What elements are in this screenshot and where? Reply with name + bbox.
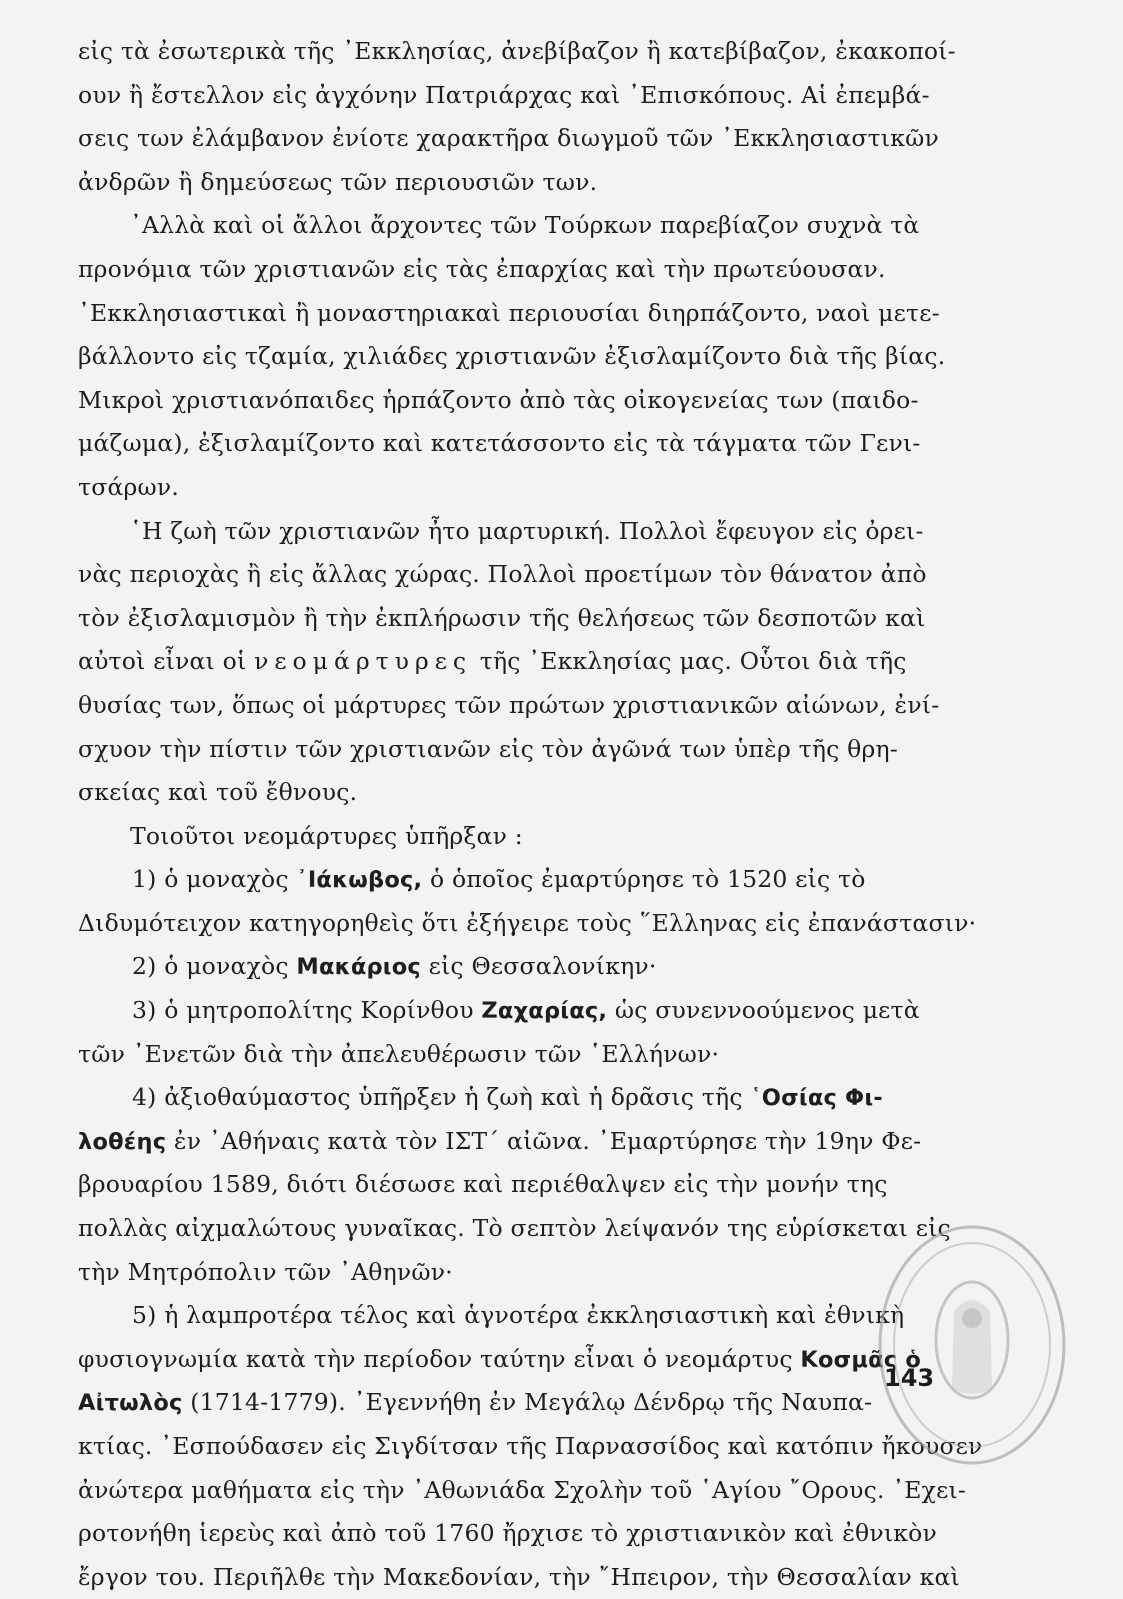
text-line: σχυον τὴν πίστιν τῶν χριστιανῶν εἰς τὸν ἀγῶνά των ὑπὲρ τῆς θρη-	[78, 734, 898, 763]
text-line: εἰς τὰ ἐσωτερικὰ τῆς ᾿Εκκλησίας, ἀνεβίβαζον ἢ κατεβίβαζον, ἐκακοποί-	[78, 37, 956, 65]
text-line: ἀνώτερα μαθήματα εἰς τὴν ᾿Αθωνιάδα Σχολὴν τοῦ ῾Αγίου ῎Ορους. ᾿Εχει-	[78, 1475, 967, 1504]
bold-name: ῾Οσίας Φι-	[750, 1085, 883, 1112]
text-line: βρουαρίου 1589, διότι διέσωσε καὶ περιέθαλψεν εἰς τὴν μονήν της	[78, 1170, 888, 1199]
text-line: βάλλοντο εἰς τζαμία, χιλιάδες χριστιανῶν ἐξισλαμίζοντο διὰ τῆς βίας.	[78, 342, 946, 371]
bold-name: ᾿Ιάκωβος,	[296, 867, 423, 894]
body-text	[78, 30, 983, 1599]
text-line: 5) ἡ λαμπροτέρα τέλος καὶ ἁγνοτέρα ἐκκλησιαστικὴ καὶ ἐθνικὴ	[132, 1301, 905, 1330]
bold-name: Ζαχαρίας,	[481, 998, 608, 1025]
text-line: ᾿Αλλὰ καὶ οἱ ἄλλοι ἄρχοντες τῶν Τούρκων παρεβίαζον συχνὰ τὰ	[130, 211, 920, 240]
text-line: ἔργον του. Περιῆλθε τὴν Μακεδονίαν, τὴν ῎Ηπειρον, τὴν Θεσσαλίαν καὶ	[78, 1562, 960, 1591]
bold-name: Μακάριος	[296, 954, 421, 981]
text-line: Τοιοῦτοι νεομάρτυρες ὑπῆρξαν :	[130, 821, 523, 850]
text-line: αὐτοὶ εἶναι οἱ νεομάρτυρες τῆς ᾿Εκκλησίας μας. Οὗτοι διὰ τῆς	[78, 647, 907, 676]
text-line: νὰς περιοχὰς ἢ εἰς ἄλλας χώρας. Πολλοὶ προετίμων τὸν θάνατον ἀπὸ	[78, 560, 927, 589]
text-line: τὴν Μητρόπολιν τῶν ᾿Αθηνῶν·	[78, 1257, 453, 1286]
text-line: φυσιογνωμία κατὰ τὴν περίοδον ταύτην εἶναι ὁ νεομάρτυς Κοσμᾶς ὁ	[78, 1344, 922, 1373]
text-line: Διδυμότειχον κατηγορηθεὶς ὅτι ἐξήγειρε τοὺς ῞Ελληνας εἰς ἐπανάστασιν·	[78, 908, 977, 937]
text-line: μάζωμα), ἐξισλαμίζοντο καὶ κατετάσσοντο εἰς τὰ τάγματα τῶν Γενι-	[78, 429, 921, 458]
text-line: σεις των ἐλάμβανον ἐνίοτε χαρακτῆρα διωγμοῦ τῶν ᾿Εκκλησιαστικῶν	[78, 124, 939, 153]
text-line: ῾Η ζωὴ τῶν χριστιανῶν ἦτο μαρτυρική. Πολλοὶ ἔφευγον εἰς ὀρει-	[130, 516, 924, 545]
page-number: 143	[884, 1364, 935, 1392]
text-line: Μικροὶ χριστιανόπαιδες ἡρπάζοντο ἀπὸ τὰς οἰκογενείας των (παιδο-	[78, 385, 919, 414]
text-line: ᾿Εκκλησιαστικαὶ ἢ μοναστηριακαὶ περιουσίαι διηρπάζοντο, ναοὶ μετε-	[78, 298, 940, 327]
text-line: ἀνδρῶν ἢ δημεύσεως τῶν περιουσιῶν των.	[78, 167, 598, 196]
text-line: θυσίας των, ὅπως οἱ μάρτυρες τῶν πρώτων χριστιανικῶν αἰώνων, ἐνί-	[78, 690, 940, 719]
bold-name: Αἰτωλὸς	[78, 1390, 183, 1417]
text-line: ροτονήθη ἱερεὺς καὶ ἀπὸ τοῦ 1760 ἤρχισε τὸ χριστιανικὸν καὶ ἐθνικὸν	[78, 1519, 937, 1548]
text-line: 2) ὁ μοναχὸς Μακάριος εἰς Θεσσαλονίκην·	[132, 952, 657, 981]
text-line: ουν ἢ ἔστελλον εἰς ἀγχόνην Πατριάρχας καὶ ᾿Επισκόπους. Αἱ ἐπεμβά-	[78, 80, 930, 109]
text-line: τσάρων.	[78, 472, 180, 501]
text-line: 3) ὁ μητροπολίτης Κορίνθου Ζαχαρίας, ὡς συνεννοούμενος μετὰ	[132, 996, 920, 1025]
bold-name: λοθέης	[78, 1128, 167, 1155]
text-line: 1) ὁ μοναχὸς ᾿Ιάκωβος, ὁ ὁποῖος ἐμαρτύρησε τὸ 1520 εἰς τὸ	[132, 865, 866, 894]
text-line: σκείας καὶ τοῦ ἔθνους.	[78, 778, 358, 807]
text-line: τῶν ᾿Ενετῶν διὰ τὴν ἀπελευθέρωσιν τῶν ῾Ελλήνων·	[78, 1039, 720, 1068]
text-line: πολλὰς αἰχμαλώτους γυναῖκας. Τὸ σεπτὸν λείψανόν της εὑρίσκεται εἰς	[78, 1214, 951, 1243]
text-line: κτίας. ᾿Εσπούδασεν εἰς Σιγδίτσαν τῆς Παρνασσίδος καὶ κατόπιν ἤκουσεν	[78, 1432, 983, 1460]
spaced-emphasis: νεομάρτυρες	[254, 647, 473, 676]
text-line: λοθέης ἐν ᾿Αθήναις κατὰ τὸν ΙΣΤ΄ αἰῶνα. ᾿Εμαρτύρησε τὴν 19ην Φε-	[78, 1126, 922, 1155]
text-line: προνόμια τῶν χριστιανῶν εἰς τὰς ἐπαρχίας καὶ τὴν πρωτεύουσαν.	[78, 254, 886, 283]
bold-name: Κοσμᾶς ὁ	[800, 1346, 922, 1373]
library-stamp-icon	[872, 1220, 1072, 1470]
text-line: τὸν ἐξισλαμισμὸν ἢ τὴν ἐκπλήρωσιν τῆς θελήσεως τῶν δεσποτῶν καὶ	[78, 603, 926, 632]
text-line: Αἰτωλὸς (1714-1779). ᾿Εγεννήθη ἐν Μεγάλῳ Δένδρῳ τῆς Ναυπα-	[78, 1388, 873, 1417]
text-line: 4) ἀξιοθαύμαστος ὑπῆρξεν ἡ ζωὴ καὶ ἡ δρᾶσις τῆς ῾Οσίας Φι-	[132, 1083, 883, 1112]
